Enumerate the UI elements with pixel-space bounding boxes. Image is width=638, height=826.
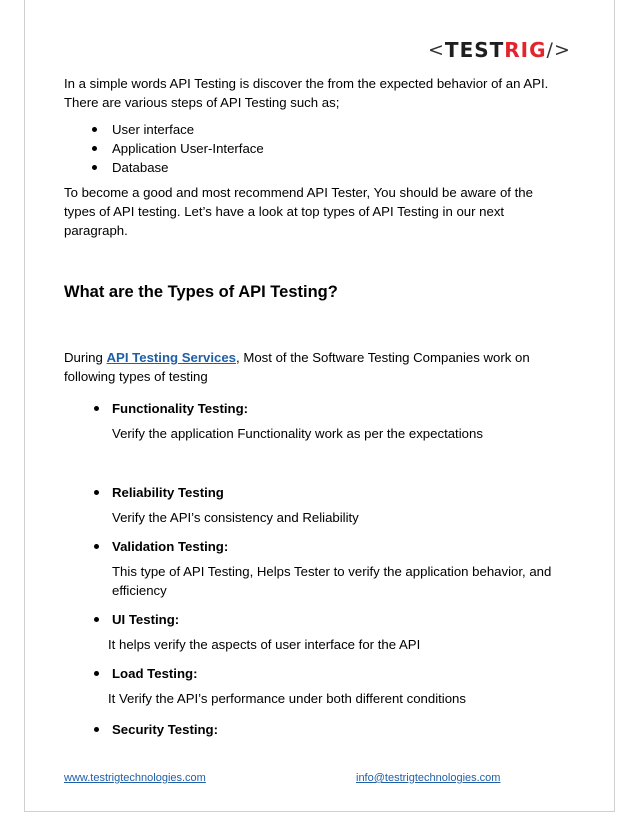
bullet-icon [92,127,97,132]
list-item: Database [64,158,564,177]
logo-left-bracket: < [428,39,445,61]
bullet-icon [94,490,99,495]
bullet-icon [92,146,97,151]
footer-website-link[interactable]: www.testrigtechnologies.com [64,772,206,784]
list-item: User interface [64,120,564,139]
type-description: It Verify the API’s performance under both different conditions [108,691,466,706]
footer-email-link[interactable]: info@testrigtechnologies.com [356,772,501,784]
type-description: Verify the API’s consistency and Reliability [112,510,359,525]
page-border-bottom [24,811,615,812]
intro-paragraph: In a simple words API Testing is discover the from the expected behavior of an API. There are various steps of API Testing such as; [64,76,549,110]
bullet-icon [94,727,99,732]
logo-text-test: TEST [444,38,505,62]
type-description: It helps verify the aspects of user interface for the API [108,637,421,652]
type-name: Reliability Testing [112,485,224,500]
type-name: Functionality Testing: [112,401,249,416]
page-border-left [24,0,25,812]
bullet-icon [94,671,99,676]
testrig-logo [428,34,571,66]
type-name: Load Testing: [112,666,198,681]
paragraph-2: To become a good and most recommend API Tester, You should be aware of the types of API testing. Let’s have a look at top types of API Testing in our next paragraph. [64,185,533,238]
type-name: Validation Testing: [112,539,229,554]
types-intro: During API Testing Services, Most of the Software Testing Companies work on following types of testing [64,350,530,384]
bullet-icon [94,406,99,411]
type-name: UI Testing: [112,612,180,627]
type-description: Verify the application Functionality work as per the expectations [112,426,483,441]
logo-text-rig: RIG [504,38,547,62]
section-heading: What are the Types of API Testing? [64,283,338,301]
type-description: This type of API Testing, Helps Tester to verify the application behavior, and efficiency [112,564,552,598]
logo-right-bracket: /> [546,39,571,61]
page-border-right [614,0,615,812]
intro-section [64,74,564,240]
bullet-icon [94,617,99,622]
type-name: Security Testing: [112,722,219,737]
bullet-icon [92,165,97,170]
list-item: Application User-Interface [64,139,564,158]
steps-list [64,120,564,177]
bullet-icon [94,544,99,549]
api-testing-services-link[interactable]: API Testing Services [106,350,237,365]
